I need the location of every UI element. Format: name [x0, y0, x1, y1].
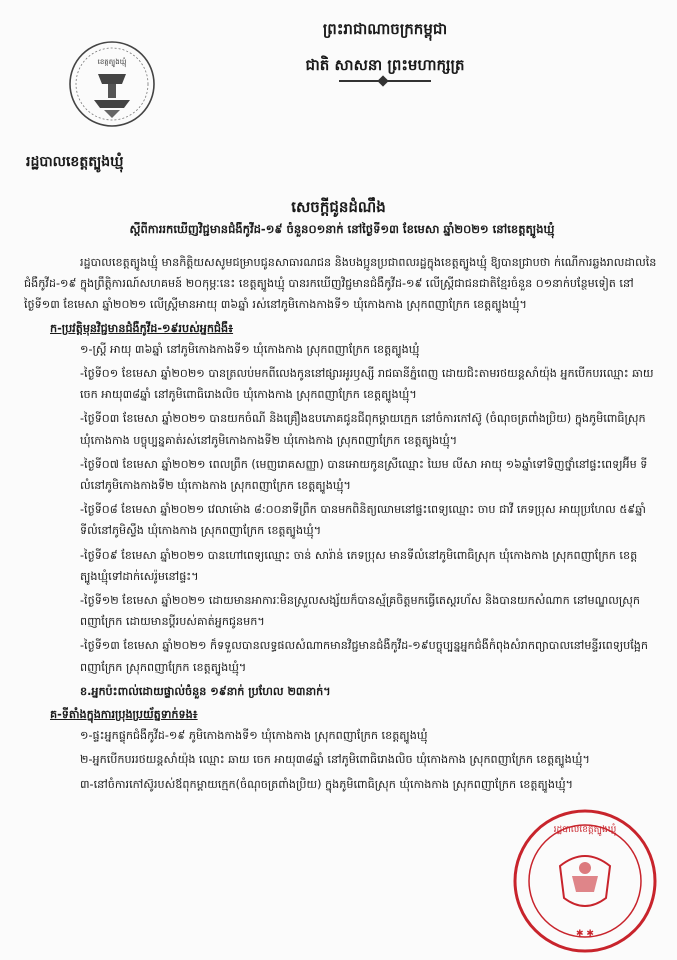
svg-text:ខេត្តត្បូងឃ្មុំ: ខេត្តត្បូងឃ្មុំ: [97, 58, 127, 66]
history-item: -ថ្ងៃទី០៨ ខែមេសា ឆ្នាំ២០២១ វេលាម៉ោង ៨:០០នាទីព្រឹក បានមកពិនិត្យឈាមនៅផ្ទះពេទ្យឈ្មោះ ចាប ជាវី ភេទប្រុស អាយុប្រហែល ៥៩ឆ្នាំ ទីលំនៅភូមិស្ទឹង ឃុំកោងកាង ស្រុកពញាក្រែក ខេត្តត្បូងឃ្មុំ។: [80, 503, 646, 538]
history-item: -ថ្ងៃទី០៩ ខែមេសា ឆ្នាំ២០២១ បានហៅពេទ្យឈ្មោះ ចាន់ សារ៉ាន់ ភេទប្រុស មានទីលំនៅភូមិពោធិស្រុក ឃុំកោងកាង ស្រុកពញាក្រែក ខេត្តត្បូងឃ្មុំទៅដាក់សេរ៉ូមនៅផ្ទះ។: [80, 548, 638, 583]
header-block: [250, 18, 520, 88]
cambodia-ministry-emblem-icon: [68, 40, 156, 128]
section-c-heading: គ-ទីតាំងក្នុងការប្រុងប្រយ័ត្នទាក់ទង៖: [50, 708, 198, 722]
intro-paragraph: រដ្ឋបាលខេត្តត្បូងឃ្មុំ មានកិត្តិយសសូមជម្រាបជូនសាធារណជន និងបងប្អូនប្រជាពលរដ្ឋក្នុងខេត្តត្បូងឃ្មុំ ឱ្យបានជ្រាបថា ក់ណើការឆ្លងរាលដាលនៃជំងឺកូវីដ-១៩ ក្នុងព្រឹត្តិការណ៍សហគមន៍ ២០កុម្ភៈនេះ ខេត្តត្បូងឃ្មុំ បានរកឃើញវិជ្ជមានជំងឺកូវីដ-១៩ លើស្ត្រីជាជនជាតិខ្មែរចំនួន ០១នាក់បន្ថែមទៀត នៅថ្ងៃទី១៣ ខែមេសា ឆ្នាំ២០២១ លើស្ត្រីមានអាយុ ៣៦ឆ្នាំ រស់នៅភូមិកោងកាងទី១ ឃុំកោងកាង ស្រុកពញាក្រែក ខេត្តត្បូងឃ្មុំ។: [24, 256, 657, 312]
section-b-heading: ខ.អ្នកប៉ះពាល់ដោយផ្ទាល់ចំនួន ១៩នាក់ ប្រហែល ២៣នាក់។: [80, 684, 331, 698]
notice-title: សេចក្តីជូនដំណឹង: [291, 198, 386, 216]
location-item: ១-ផ្ទះអ្នកផ្ទុកជំងឺកូវីដ-១៩ ភូមិកោងកាងទី១ ឃុំកោងកាង ស្រុកពញាក្រែក ខេត្តត្បូងឃ្មុំ: [80, 729, 428, 743]
history-item: -ថ្ងៃទី០១ ខែមេសា ឆ្នាំ២០២១ បានត្រលប់មកពីលេងកូននៅផ្សារអូរឫស្សី រាជធានីភ្នំពេញ ដោយជិះតាមរថយន្តសាំយ៉ុង អ្នកបើកបរឈ្មោះ ឆាយ ចេក អាយុ៣៨ឆ្នាំ នៅភូមិពោធិរោងលិច ឃុំកោងកាង ស្រុកពញាក្រែក ខេត្តត្បូងឃ្មុំ។: [80, 367, 654, 402]
location-item: ៣-នៅចំការកៅស៊ូរបស់ឪពុកម្តាយក្មេក(ចំណុចត្រពាំងប្រិយ) ក្នុងភូមិពោធិស្រុក ឃុំកោងកាង ស្រុកពញាក្រែក ខេត្តត្បូងឃ្មុំ។: [80, 777, 574, 791]
kingdom-title: ព្រះរាជាណាចក្រកម្ពុជា: [322, 20, 448, 38]
location-item: ២-អ្នកបើកបររថយន្តសាំយ៉ុង ឈ្មោះ ឆាយ ចេក អាយុ៣៨ឆ្នាំ នៅភូមិពោធិរោងលិច ឃុំកោងកាង ស្រុកពញាក្រែក ខេត្តត្បូងឃ្មុំ។: [80, 753, 590, 767]
title-ornament: [339, 80, 431, 88]
national-motto: ជាតិ សាសនា ព្រះមហាក្សត្រ: [305, 56, 465, 74]
issuer-name: រដ្ឋបាលខេត្តត្បូងឃ្មុំ: [26, 154, 124, 170]
notice-subtitle: ស្តីពីការរកឃើញវិជ្ជមានជំងឺកូវីដ-១៩ ចំនួន០១នាក់ នៅថ្ងៃទី១៣ ខែមេសា ឆ្នាំ២០២១ នៅខេត្តត្បូងឃ្មុំ: [129, 222, 555, 236]
svg-text:✱ ✱: ✱ ✱: [576, 929, 594, 939]
section-a-heading: ក-ប្រវត្តិមុនវិជ្ជមានជំងឺកូវីដ-១៩របស់អ្នកជំងឺ៖: [50, 321, 234, 335]
notice-body: [24, 252, 664, 798]
history-item: -ថ្ងៃទី០៧ ខែមេសា ឆ្នាំ២០២១ ពេលព្រឹក (មេញរោគសញ្ញា) បានអោយកូនស្រីឈ្មោះ ឃៃម លីសា អាយុ ១៦ឆ្នាំទៅទិញថ្នាំនៅផ្ទះពេទ្យអ៊ីម ទីលំនៅភូមិកោងកាងទី២ ឃុំកោងកាង ស្រុកពញាក្រែក ខេត្តត្បូងឃ្មុំ។: [80, 457, 648, 493]
history-item: -ថ្ងៃទី០៣ ខែមេសា ឆ្នាំ២០២១ បានយកចំណី និងគ្រឿងឧបភោគជូនជីពុកម្តាយក្មេក នៅចំការកៅស៊ូ (ចំណុចត្រពាំងប្រិយ) ក្នុងភូមិពោធិស្រុក ឃុំកោងកាង បច្ចុប្បន្នគាត់រស់នៅភូមិកោងកាងទី២ ឃុំកោងកាង ស្រុកពញាក្រែក ខេត្តត្បូងឃ្មុំ។: [80, 412, 646, 447]
provincial-red-seal-stamp-icon: [510, 806, 660, 956]
svg-text:រដ្ឋបាលខេត្តត្បូងឃ្មុំ: រដ្ឋបាលខេត្តត្បូងឃ្មុំ: [553, 825, 617, 835]
history-item: -ថ្ងៃទី១២ ខែមេសា ឆ្នាំ២០២១ ដោយមានអាការៈមិនស្រួលសង្ស័យក៏បានស្ម័គ្រចិត្តមកធ្វើតេស្តរហ័ស និងបានយកសំណាក នៅមណ្ឌលស្រុកពញាក្រែក ដោយមានប្តីរបស់គាត់អ្នកជូនមក។: [80, 594, 640, 629]
history-item: -ថ្ងៃទី១៣ ខែមេសា ឆ្នាំ២០២១ ក៏ទទួលបានលទ្ធផលសំណាកមានវិជ្ជមានជំងឺកូវីដ-១៩បច្ចុប្បន្នអ្នកជំងឺកំពុងសំរាកព្យាបាលនៅមន្ទីរពេទ្យបង្អែកពញាក្រែក ស្រុកពញាក្រែក ខេត្តត្បូងឃ្មុំ។: [80, 639, 649, 674]
history-item: ១-ស្ត្រី អាយុ ៣៦ឆ្នាំ នៅភូមិកោងកាងទី១ ឃុំកោងកាង ស្រុកពញាក្រែក ខេត្តត្បូងឃ្មុំ: [80, 342, 420, 356]
